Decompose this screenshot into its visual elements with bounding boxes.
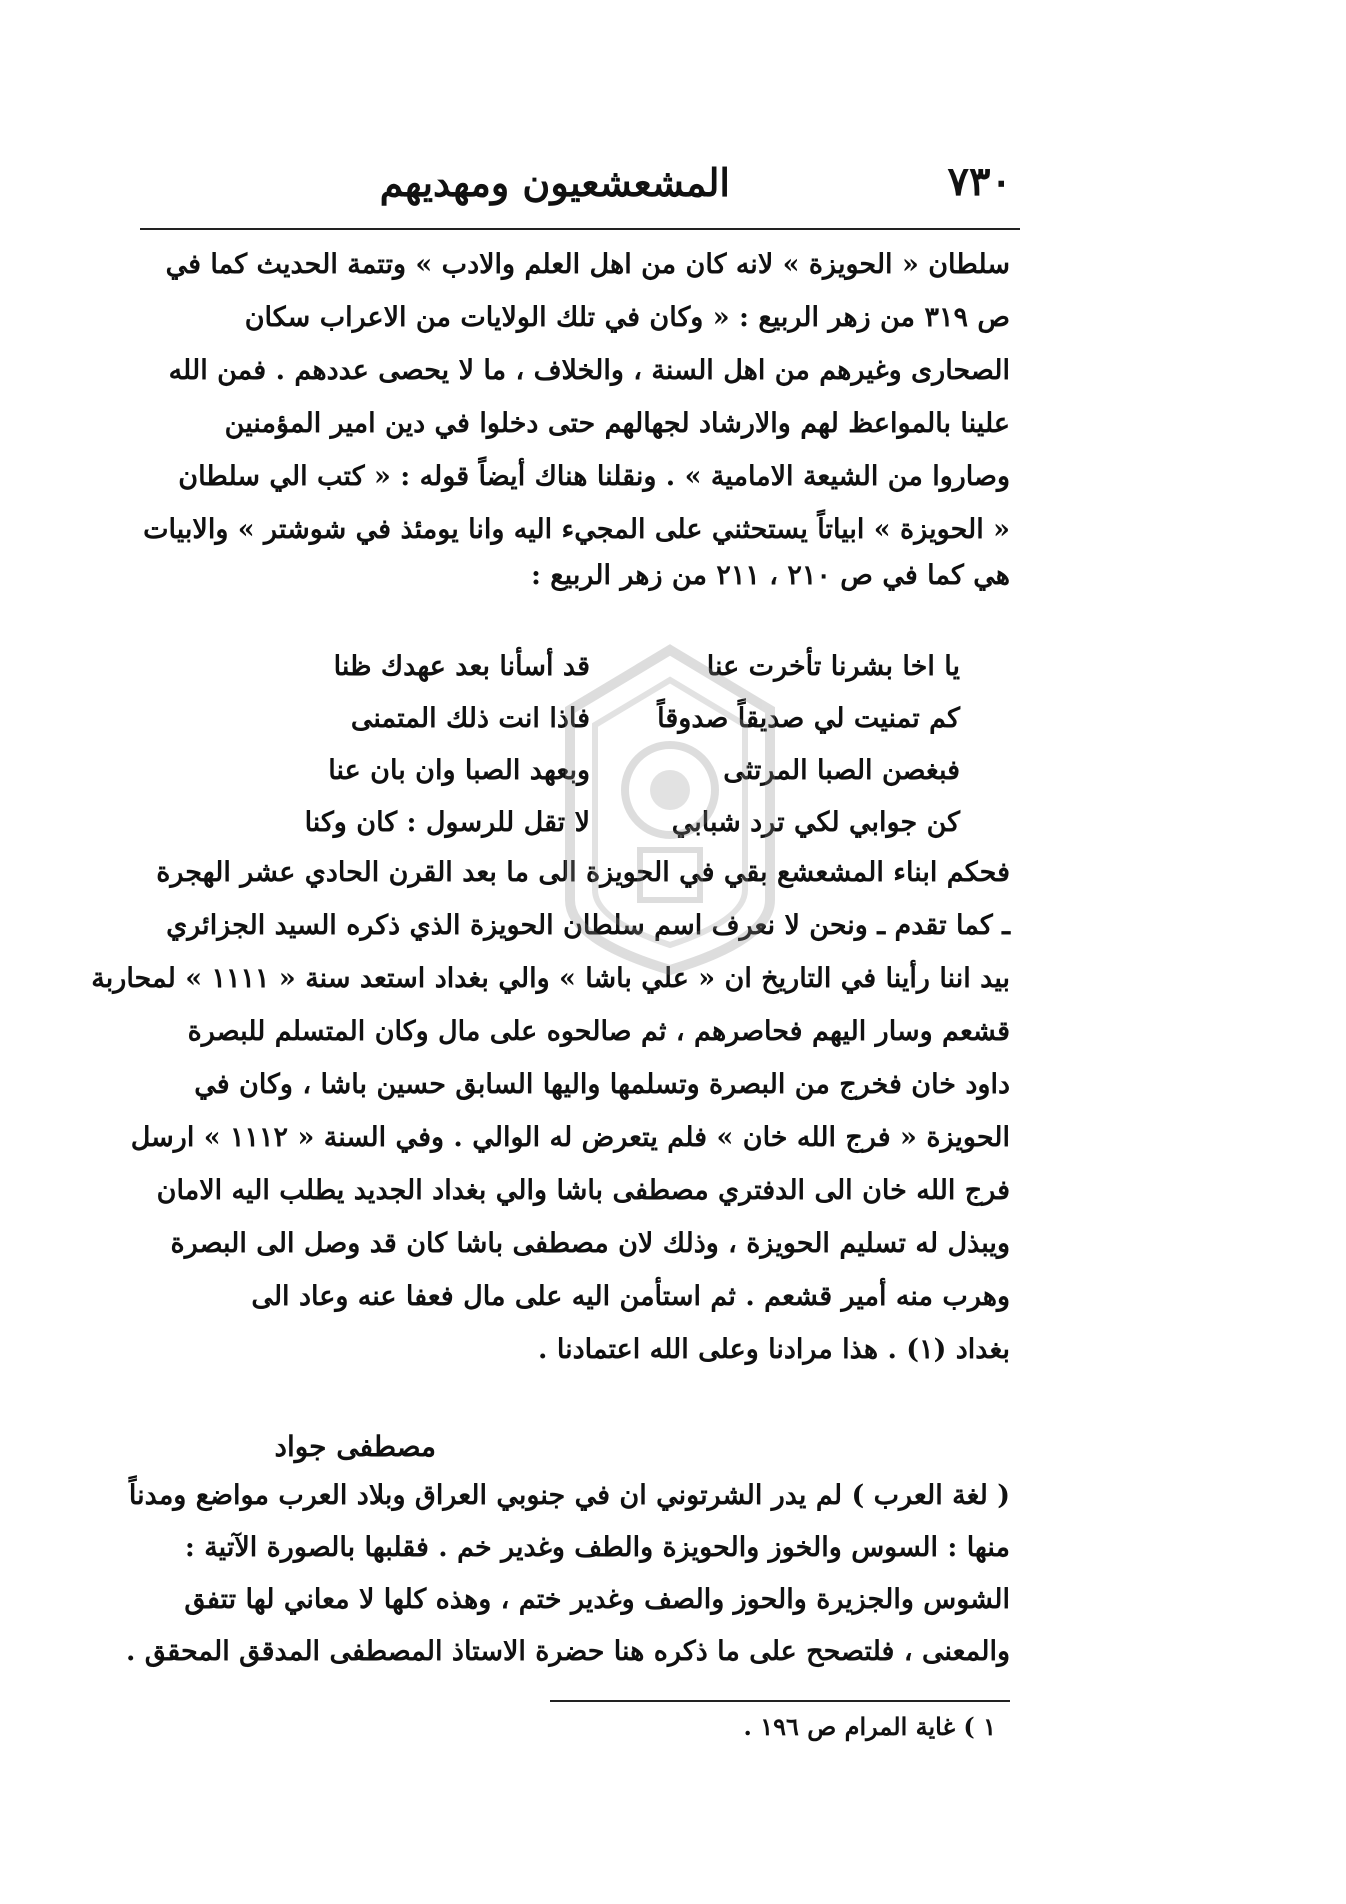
text-line: ـ كما تقدم ـ ونحن لا نعرف اسم سلطان الحويزة الذي ذكره السيد الجزائري xyxy=(166,910,1010,941)
text-line: الشوس والجزيرة والحوز والصف وغدير ختم ، وهذه كلها لا معاني لها تتفق xyxy=(184,1584,1010,1615)
verse-second-hemistich: وبعهد الصبا وان بان عنا xyxy=(328,754,590,786)
author-signature: مصطفى جواد xyxy=(274,1430,436,1463)
text-line: فرج الله خان الى الدفتري مصطفى باشا والي بغداد الجديد يطلب اليه الامان xyxy=(156,1175,1010,1206)
verse-first-hemistich: فبغصن الصبا المرتثى xyxy=(723,754,960,786)
verse-second-hemistich: فاذا انت ذلك المتمنى xyxy=(350,702,590,734)
verse-first-hemistich: كم تمنيت لي صديقاً صدوقاً xyxy=(657,702,960,734)
text-line: ( لغة العرب ) لم يدر الشرتوني ان في جنوبي العراق وبلاد العرب مواضع ومدناً xyxy=(128,1480,1010,1511)
text-line: بيد اننا رأينا في التاريخ ان « علي باشا » والي بغداد استعد سنة « ١١١١ » لمحاربة xyxy=(91,963,1010,994)
footnote: ١ ) غاية المرام ص ١٩٦ . xyxy=(743,1712,996,1741)
text-line: الصحارى وغيرهم من اهل السنة ، والخلاف ، ما لا يحصى عددهم . فمن الله xyxy=(168,355,1010,386)
text-line: وهرب منه أمير قشعم . ثم استأمن اليه على مال فعفا عنه وعاد الى xyxy=(251,1281,1010,1312)
verse-second-hemistich: لا تقل للرسول : كان وكنا xyxy=(304,806,590,838)
text-line: بغداد (١) . هذا مرادنا وعلى الله اعتمادنا . xyxy=(538,1334,1010,1365)
text-line: علينا بالمواعظ لهم والارشاد لجهالهم حتى دخلوا في دين امير المؤمنين xyxy=(224,408,1010,439)
verse-first-hemistich: يا اخا بشرنا تأخرت عنا xyxy=(706,650,960,682)
text-line: سلطان « الحويزة » لانه كان من اهل العلم والادب » وتتمة الحديث كما في xyxy=(165,249,1010,280)
text-line: الحويزة « فرج الله خان » فلم يتعرض له الوالي . وفي السنة « ١١١٢ » ارسل xyxy=(130,1122,1010,1153)
page-header xyxy=(140,158,1020,218)
running-title: المشعشعيون ومهديهم xyxy=(379,160,730,205)
footnote-divider xyxy=(550,1700,1010,1702)
verse-first-hemistich: كن جوابي لكي ترد شبابي xyxy=(671,806,960,838)
text-line: « الحويزة » ابياتاً يستحثني على المجيء اليه وانا يومئذ في شوشتر » والابيات xyxy=(143,514,1010,545)
text-line: منها : السوس والخوز والحويزة والطف وغدير خم . فقلبها بالصورة الآتية : xyxy=(184,1532,1010,1563)
text-line: فحكم ابناء المشعشع بقي في الحويزة الى ما بعد القرن الحادي عشر الهجرة xyxy=(156,857,1010,888)
editorial-note xyxy=(125,1470,1010,1678)
text-line: ص ٣١٩ من زهر الربيع : « وكان في تلك الولايات من الاعراب سكان xyxy=(244,302,1010,333)
verse-second-hemistich: قد أسأنا بعد عهدك ظنا xyxy=(333,650,590,682)
text-line: هي كما في ص ٢١٠ ، ٢١١ من زهر الربيع : xyxy=(530,560,1010,591)
text-line: ويبذل له تسليم الحويزة ، وذلك لان مصطفى باشا كان قد وصل الى البصرة xyxy=(170,1228,1010,1259)
page-number: ٧٣٠ xyxy=(947,158,1012,205)
text-line: والمعنى ، فلتصحح على ما ذكره هنا حضرة الاستاذ المصطفى المدقق المحقق . xyxy=(125,1636,1010,1667)
body-paragraph-1 xyxy=(143,238,1010,596)
text-line: داود خان فخرج من البصرة وتسلمها واليها السابق حسين باشا ، وكان في xyxy=(194,1069,1010,1100)
header-divider xyxy=(140,228,1020,230)
text-line: وصاروا من الشيعة الامامية » . ونقلنا هناك أيضاً قوله : « كتب الي سلطان xyxy=(178,461,1010,492)
library-seal-watermark-icon xyxy=(520,640,820,980)
text-line: قشعم وسار اليهم فحاصرهم ، ثم صالحوه على مال وكان المتسلم للبصرة xyxy=(187,1016,1010,1047)
